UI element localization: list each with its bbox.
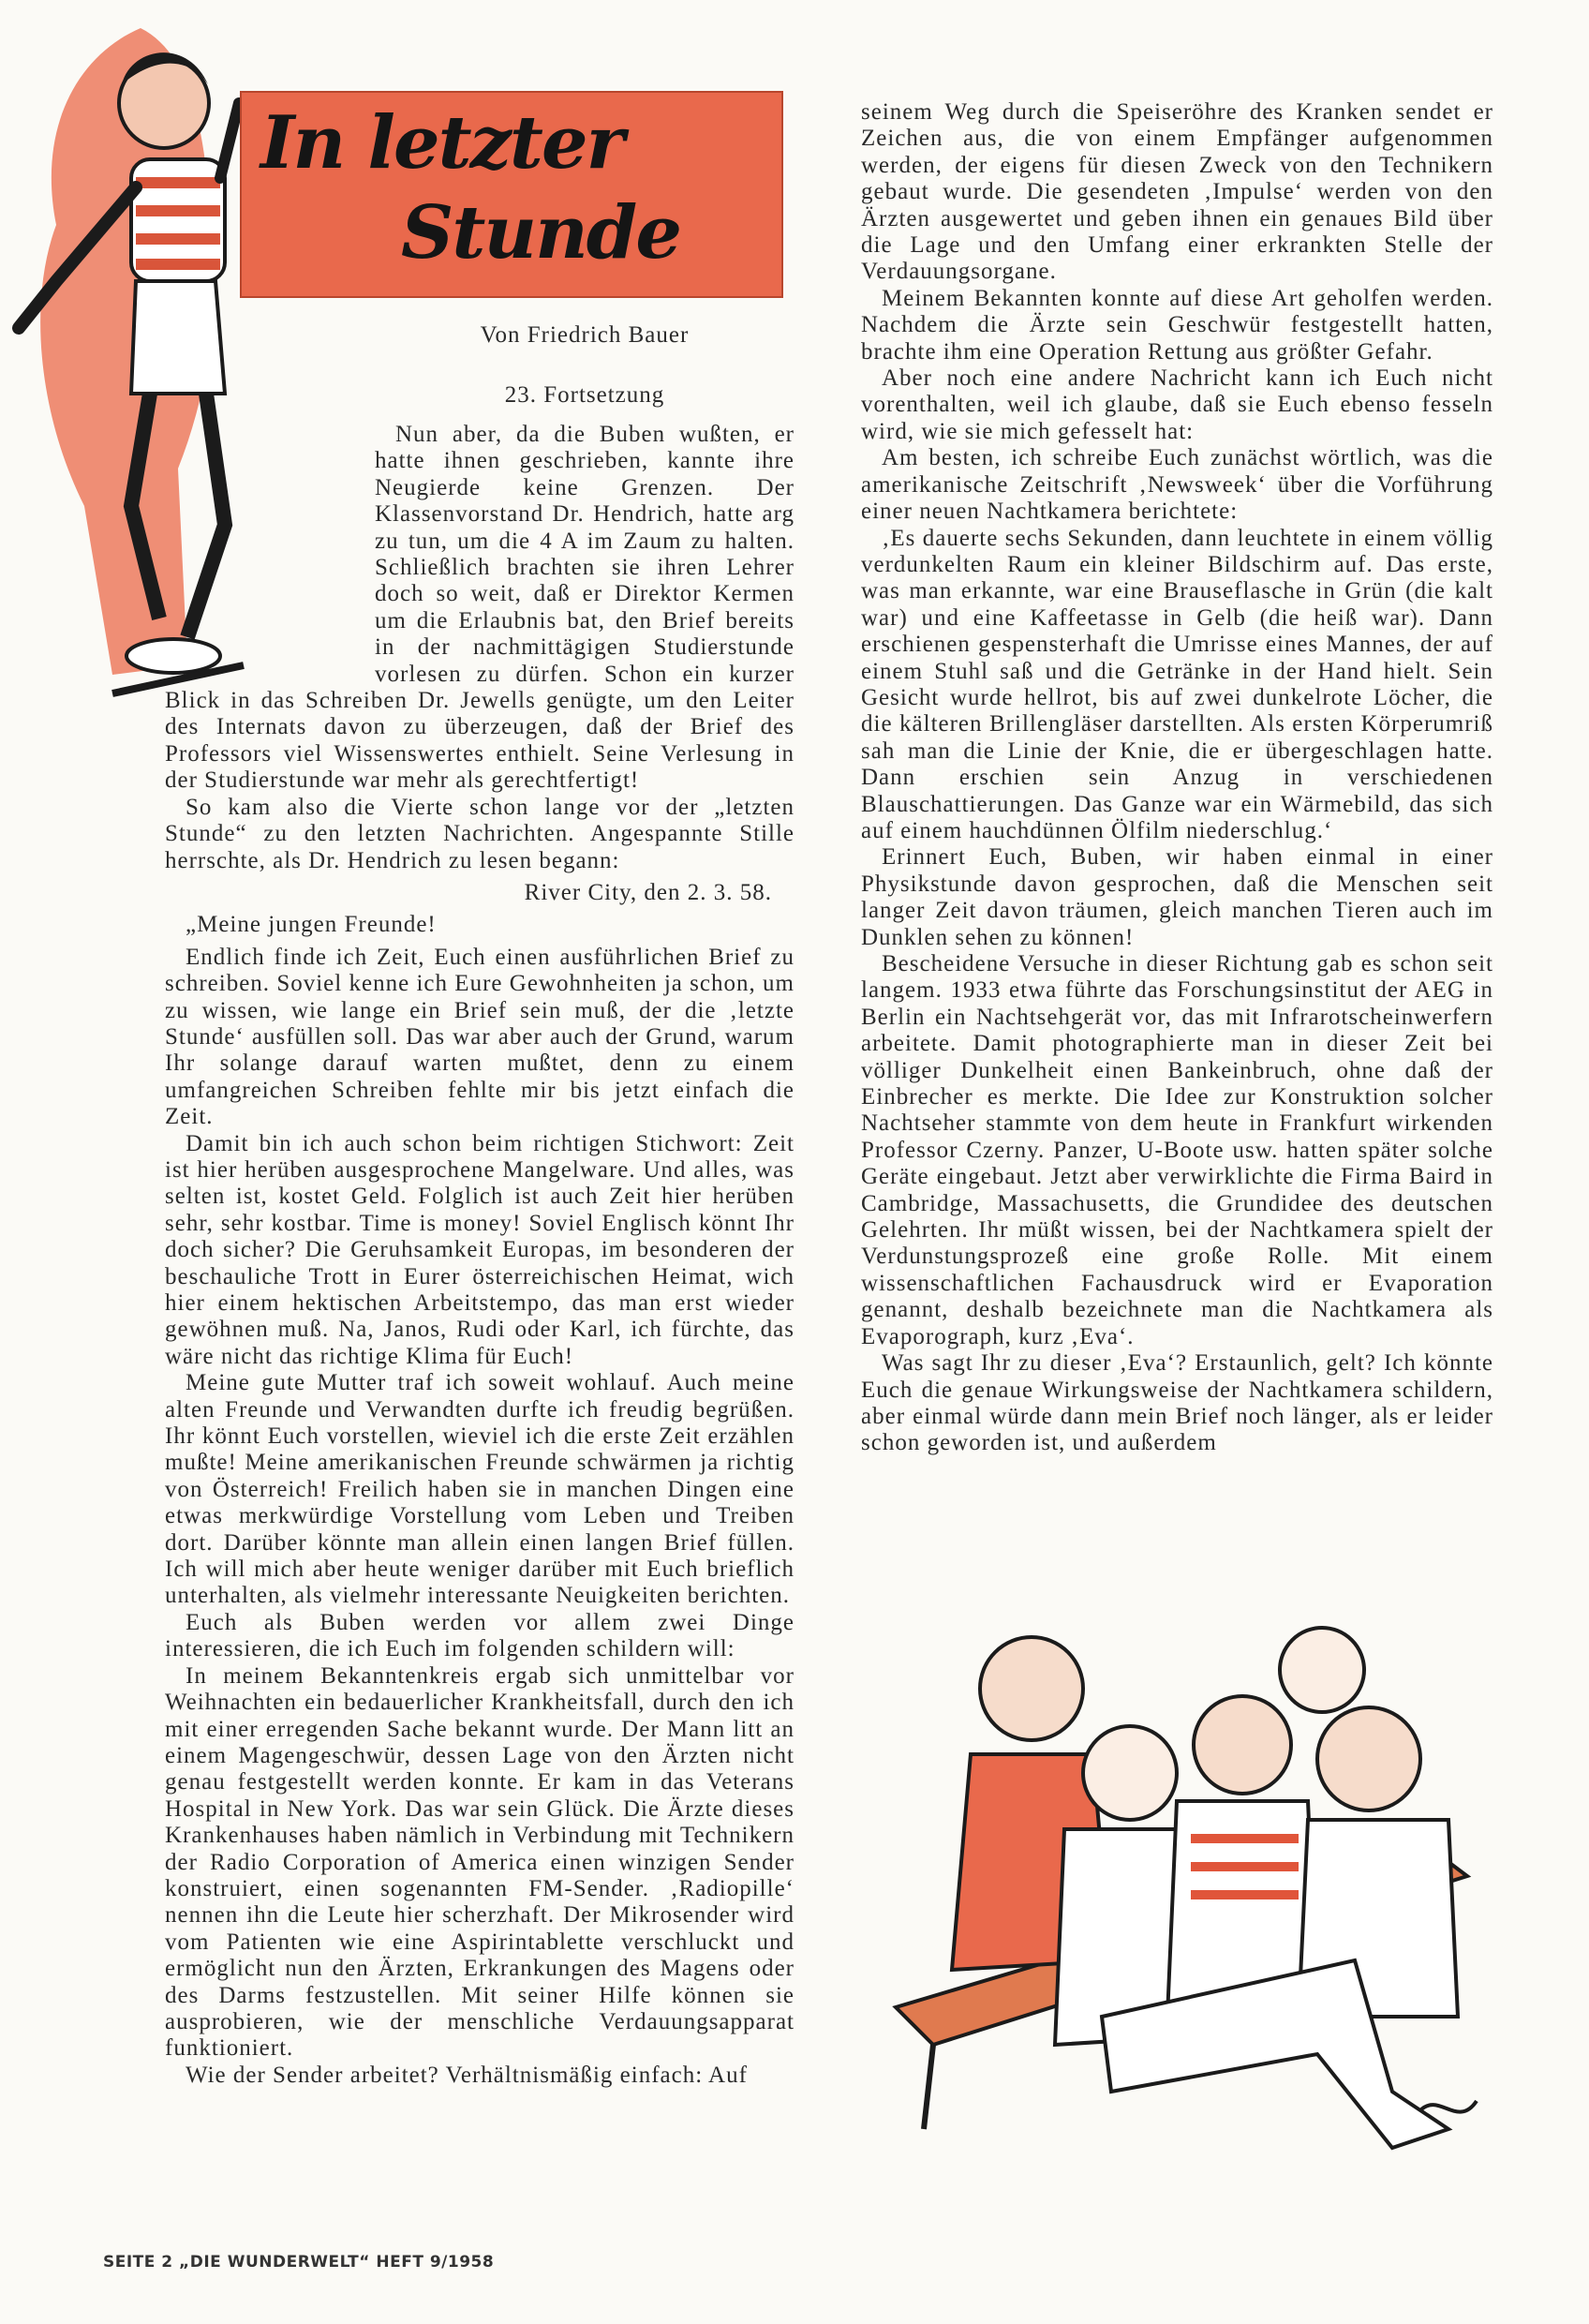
letter-date: River City, den 2. 3. 58. <box>524 879 772 905</box>
title-banner <box>240 91 783 298</box>
paragraph: Bescheidene Versuche in dieser Richtung gab es schon seit langem. 1933 etwa führte das Forschungsinstitut der AEG in Berlin ein Nachtsehgerät vor, das mit Infrarotscheinwerfern arbeitete. Damit photographierte man in dieser Zeit bei völliger Dunkelheit einen Bankeinbruch, ohne daß der Einbrecher es merkte. Die Idee zur Konstruktion solcher Nachtseher stammte von dem heute in Frankfurt wirkenden Professor Czerny. Panzer, U-Boote usw. hatten später solche Geräte eingebaut. Jetzt aber verwirklichte die Firma Baird in Cambridge, Massachusetts, die Grundidee des deutschen Gelehrten. Ihr müßt wissen, bei der Nachtkamera spielt der Verdunstungsprozeß eine große Rolle. Mit einem wissenschaftlichen Fachausdruck wird er Evaporation genannt, deshalb bezeichnete man die Nachtkamera als Evaporograph, kurz ‚Eva‘. <box>861 951 1493 1349</box>
paragraph: In meinem Bekanntenkreis ergab sich unmittelbar vor Weihnachten ein bedauerlicher Krankheitsfall, durch den ich mit einer erregenden Sache bekannt wurde. Der Mann litt an einem Magengeschwür, dessen Lage von den Ärzten nicht genau festgestellt werden konnte. Er kam in das Veterans Hospital in New York. Das war sein Glück. Die Ärzte dieses Krankenhauses haben nämlich in Verbindung mit Technikern der Radio Corporation of America einen winzigen Sender konstruiert, einen sogenannten FM-Sender. ‚Radiopille‘ nennen ihn die Leute hier scherzhaft. Der Mikrosender wird vom Patienten wie eine Aspirintablette verschluckt und ermöglicht nun den Ärzten, Erkrankungen des Magens oder des Darms festzustellen. Mit seiner Hilfe können sie ausprobieren, wie der menschliche Verdauungsapparat funktioniert. <box>165 1662 794 2062</box>
left-column <box>165 422 794 2089</box>
title-line-2: Stunde <box>401 190 680 276</box>
paragraph: Am besten, ich schreibe Euch zunächst wörtlich, was die amerikanische Zeitschrift ‚Newsweek‘ über die Vorführung einer neuen Nachtkamera berichtete: <box>861 445 1493 525</box>
letter-salutation: „Meine jungen Freunde! <box>186 912 437 938</box>
byline: Von Friedrich Bauer <box>480 322 690 348</box>
paragraph: So kam also die Vierte schon lange vor der „letzten Stunde“ zu den letzten Nachrichten. Angespannte Stille herrschte, als Dr. Hendrich zu lesen begann: <box>165 794 794 873</box>
paragraph: Damit bin ich auch schon beim richtigen Stichwort: Zeit ist hier herüben ausgesprochene Mangelware. Und alles, was selten ist, kostet Geld. Folglich ist auch Zeit hier herüben sehr, sehr kostbar. Time is money! Soviel Englisch könnt Ihr doch sicher? Die Geruhsamkeit Europas, im besonderen der beschauliche Trott in Eurer österreichischen Heimat, wich hier einem hektischen Arbeitstempo, das man erst wieder gewöhnen muß. Na, Janos, Rudi oder Karl, ich fürchte, das wäre nicht das richtige Klima für Euch! <box>165 1130 794 1369</box>
paragraph: seinem Weg durch die Speiseröhre des Kranken sendet er Zeichen aus, die von einem Empfänger aufgenommen werden, der eigens für diesen Zweck von den Technikern gebaut wurde. Die gesendeten ‚Impulse‘ werden von den Ärzten ausgewertet und geben ihnen ein genaues Bild über die Lage und den Umfang einer erkrankten Stelle der Verdauungsorgane. <box>861 99 1493 285</box>
article-title <box>260 98 766 278</box>
paragraph: Wie der Sender arbeitet? Verhältnismäßig einfach: Auf <box>186 2062 748 2088</box>
paragraph: Aber noch eine andere Nachricht kann ich Euch nicht vorenthalten, weil ich glaube, daß sie Euch ebenso fesseln wird, wie sie mich gefesselt hat: <box>861 365 1493 444</box>
boys-on-bench-illustration <box>868 1567 1501 2185</box>
page-footer: SEITE 2 „DIE WUNDERWELT“ HEFT 9/1958 <box>103 2253 495 2272</box>
paragraph: Endlich finde ich Zeit, Euch einen ausführlichen Brief zu schreiben. Soviel kenne ich Eure Gewohnheiten ja schon, um zu wissen, wie lange ein Brief sein muß, der die ‚letzte Stunde‘ ausfüllen soll. Das war aber auch der Grund, warum Ihr solange darauf warten mußtet, denn zu einem umfangreichen Schreiben fehlte mir bis jetzt einfach die Zeit. <box>165 944 794 1130</box>
paragraph: Erinnert Euch, Buben, wir haben einmal in einer Physikstunde davon gesprochen, daß die Menschen seit langer Zeit davon träumen, gleich manchen Tieren auch im Dunklen sehen zu können! <box>861 844 1493 950</box>
installment-label: 23. Fortsetzung <box>504 382 665 408</box>
paragraph: ‚Es dauerte sechs Sekunden, dann leuchtete in einem völlig verdunkelten Raum ein kleiner Bildschirm auf. Das erste, was man erkannte, war eine Brauseflasche in Grün (die kalt war) und eine Kaffeetasse in Gelb (die heiß war). Dann erschienen gespensterhaft die Umrisse eines Mannes, der auf einem Stuhl saß und die Getränke in der Hand hielt. Sein Gesicht wurde hellrot, bis auf zwei dunkelrote Löcher, die die kälteren Brillengläser darstellten. Als ersten Körperumriß sah man die Linie der Knie, die er übergeschlagen hatte. Dann erschien sein Anzug in verschiedenen Blauschattierungen. Das Ganze war ein Wärmebild, das sich auf einem hauchdünnen Ölfilm niederschlug.‘ <box>861 525 1493 843</box>
paragraph: Nun aber, da die Buben wußten, er hatte ihnen geschrieben, kannte ihre Neugierde keine Grenzen. Der Klassenvorstand Dr. Hendrich, hatte arg zu tun, um die 4 A im Zaum zu halten. Schließlich brachten sie ihren Lehrer doch so weit, daß er Direktor Kermen um die Erlaubnis bat, den Brief bereits in der nachmittägigen Studierstunde vorlesen zu dürfen. Schon ein kurzer Blick in das Schreiben Dr. Jewells genügte, um den Leiter des Internats davon zu überzeugen, daß der Brief des Professors viel Wissenswertes enthielt. Seine Verlesung in der Studierstunde war mehr als gerechtfertigt! <box>165 422 794 794</box>
illustration-wrap-spacer <box>165 422 375 688</box>
paragraph: Meinem Bekannten konnte auf diese Art geholfen werden. Nachdem die Ärzte sein Geschwür festgestellt hatten, brachte ihm eine Operation Rettung aus größter Gefahr. <box>861 285 1493 365</box>
title-line-1: In letzter <box>260 100 623 186</box>
paragraph: Euch als Buben werden vor allem zwei Dinge interessieren, die ich Euch im folgenden schildern will: <box>165 1609 794 1662</box>
paragraph: Was sagt Ihr zu dieser ‚Eva‘? Erstaunlich, gelt? Ich könnte Euch die genaue Wirkungsweise der Nachtkamera schildern, aber einmal würde dann mein Brief noch länger, als er leider schon geworden ist, und außerdem <box>861 1350 1493 1456</box>
paragraph: Meine gute Mutter traf ich soweit wohlauf. Auch meine alten Freunde und Verwandten durfte ich freudig begrüßen. Ihr könnt Euch vorstellen, wieviel ich die erste Zeit erzählen mußte! Meine amerikanischen Freunde schwärmen ja richtig von Österreich! Freilich haben sie in manchen Dingen eine etwas merkwürdige Vorstellung vom Leben und Treiben dort. Darüber könnte man allein einen langen Brief füllen. Ich will mich aber heute weniger darüber mit Euch brieflich unterhalten, als vielmehr interessante Neuigkeiten berichten. <box>165 1370 794 1609</box>
right-column <box>861 99 1493 1457</box>
